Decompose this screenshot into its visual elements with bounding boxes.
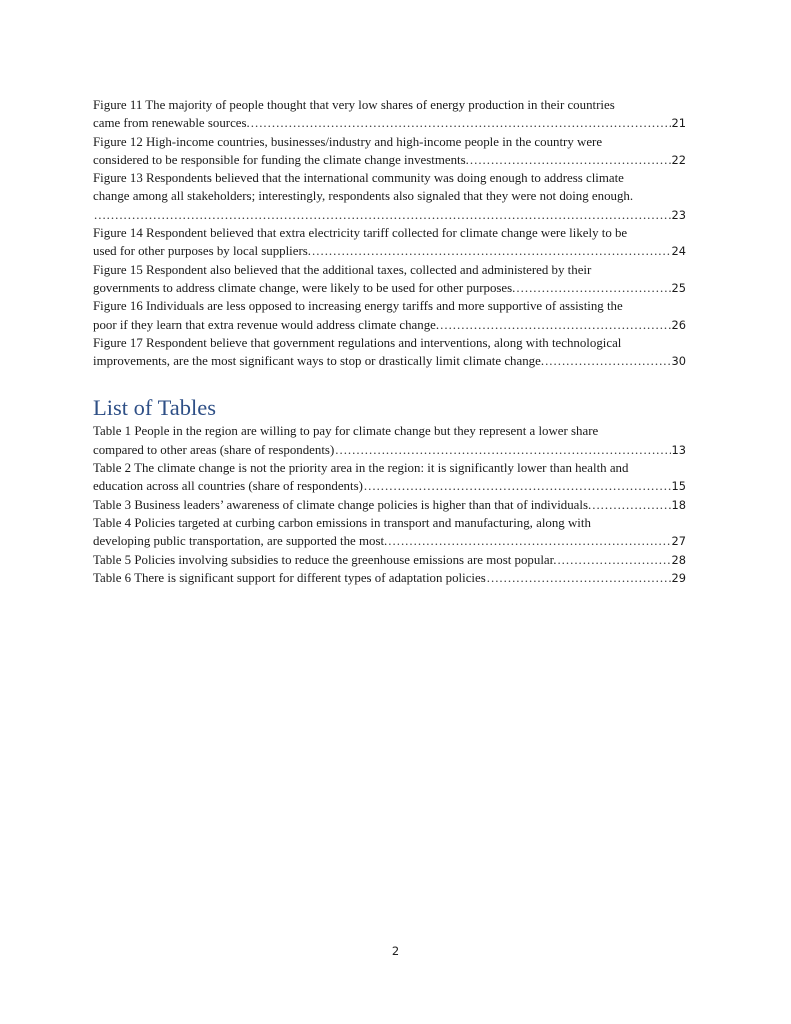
toc-entry-text: came from renewable sources.: [93, 116, 250, 131]
toc-entry-figure-14[interactable]: [93, 224, 686, 261]
toc-entry-text: Figure 16 Individuals are less opposed to increasing energy tariffs and more supportive of assisting the: [93, 299, 623, 314]
toc-entry-text: Table 3 Business leaders’ awareness of climate change policies is higher than that of individuals.: [93, 497, 592, 512]
toc-entry-text: Table 1 People in the region are willing to pay for climate change but they represent a lower share: [93, 424, 599, 439]
toc-entry-text: used for other purposes by local suppliers.: [93, 244, 312, 259]
toc-entry-text: compared to other areas (share of respondents): [93, 442, 335, 457]
toc-page: [93, 96, 686, 587]
dot-leader: [251, 114, 671, 132]
toc-entry-text: Figure 12 High-income countries, businesses/industry and high-income people in the country were: [93, 134, 603, 149]
figure-list: [93, 96, 686, 370]
toc-entry-text: change among all stakeholders; interestingly, respondents also signaled that they were not doing enough.: [93, 189, 634, 204]
toc-page-number: 18: [671, 497, 686, 512]
toc-entry-table-5[interactable]: [93, 551, 686, 569]
toc-entry-table-6[interactable]: [93, 569, 686, 587]
toc-entry-figure-17[interactable]: [93, 334, 686, 371]
toc-page-number: 22: [671, 152, 686, 167]
toc-entry-text: poor if they learn that extra revenue would address climate change.: [93, 317, 440, 332]
toc-entry-figure-12[interactable]: [93, 133, 686, 170]
toc-entry-figure-15[interactable]: [93, 261, 686, 298]
toc-entry-text: Table 2 The climate change is not the priority area in the region: it is significantly lower than health and: [93, 461, 629, 476]
table-list: [93, 422, 686, 587]
toc-entry-text: Figure 17 Respondent believe that government regulations and interventions, along with technological: [93, 335, 622, 350]
toc-entry-text: Table 4 Policies targeted at curbing carbon emissions in transport and manufacturing, along with: [93, 515, 591, 530]
dot-leader: [592, 496, 670, 514]
toc-entry-text: education across all countries (share of respondents): [93, 479, 363, 494]
dot-leader: [557, 551, 670, 569]
toc-entry-text: developing public transportation, are supported the most.: [93, 534, 388, 549]
toc-entry-text: governments to address climate change, were likely to be used for other purposes.: [93, 280, 516, 295]
toc-entry-table-1[interactable]: [93, 422, 686, 459]
toc-page-number: 23: [671, 207, 686, 222]
dot-leader: [388, 532, 670, 550]
page-number: 2: [391, 944, 400, 958]
toc-page-number: 30: [671, 354, 686, 369]
toc-entry-text: Figure 13 Respondents believed that the international community was doing enough to address climate: [93, 171, 624, 186]
toc-entry-figure-16[interactable]: [93, 297, 686, 334]
toc-entry-text: Table 6 There is significant support for different types of adaptation policies: [93, 570, 486, 585]
dot-leader: [440, 316, 670, 334]
toc-page-number: 15: [671, 479, 686, 494]
toc-page-number: 28: [671, 552, 686, 567]
toc-page-number: 13: [671, 442, 686, 457]
dot-leader: [335, 441, 670, 459]
toc-page-number: 26: [671, 317, 686, 332]
toc-entry-table-4[interactable]: [93, 514, 686, 551]
toc-entry-table-2[interactable]: [93, 459, 686, 496]
section-title: List of Tables: [93, 395, 216, 421]
toc-entry-table-3[interactable]: [93, 496, 686, 514]
toc-entry-text: improvements, are the most significant ways to stop or drastically limit climate change.: [93, 354, 545, 369]
toc-entry-text: Figure 14 Respondent believed that extra electricity tariff collected for climate change were likely to be: [93, 226, 628, 241]
toc-page-number: 29: [671, 570, 686, 585]
toc-entry-figure-11[interactable]: [93, 96, 686, 133]
dot-leader: [487, 569, 671, 587]
dot-leader: [364, 477, 671, 495]
dot-leader: [94, 206, 671, 224]
dot-leader: [516, 279, 670, 297]
toc-page-number: 25: [671, 280, 686, 295]
dot-leader: [470, 151, 671, 169]
toc-entry-text: Figure 15 Respondent also believed that the additional taxes, collected and administered by their: [93, 262, 592, 277]
toc-page-number: 27: [671, 534, 686, 549]
toc-page-number: 24: [671, 244, 686, 259]
dot-leader: [545, 352, 670, 370]
toc-page-number: 21: [671, 116, 686, 131]
toc-entry-figure-13[interactable]: [93, 169, 686, 224]
dot-leader: [312, 242, 670, 260]
toc-entry-text: Figure 11 The majority of people thought that very low shares of energy production in their countries: [93, 98, 615, 112]
toc-entry-text: Table 5 Policies involving subsidies to reduce the greenhouse emissions are most popular.: [93, 552, 557, 567]
toc-entry-text: considered to be responsible for funding the climate change investments.: [93, 152, 469, 167]
